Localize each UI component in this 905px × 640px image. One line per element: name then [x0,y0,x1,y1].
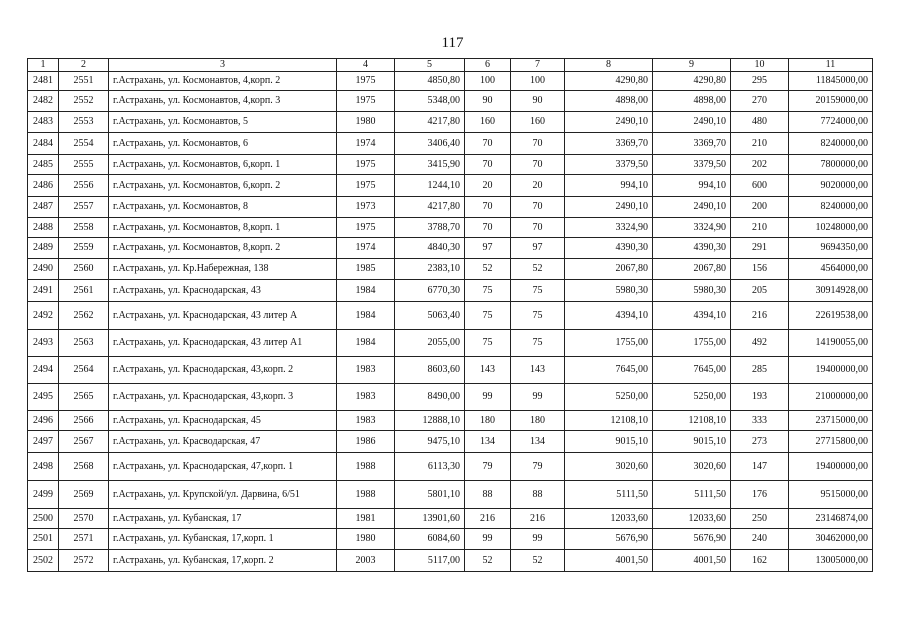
row-index-cell: 2492 [28,302,59,330]
col10-value-cell: 210 [731,133,789,155]
object-number-cell: 2561 [59,280,109,302]
col6-value-cell: 20 [465,175,511,197]
year-built-cell: 1980 [337,529,395,550]
row-index-cell: 2491 [28,280,59,302]
address-cell: г.Астрахань, ул. Краснодарская, 43 литер А1 [109,330,337,357]
total-area-cell: 8603,60 [395,357,465,384]
total-area-cell: 6084,60 [395,529,465,550]
address-cell: г.Астрахань, ул. Космонавтов, 5 [109,112,337,133]
row-index-cell: 2502 [28,550,59,572]
col10-value-cell: 333 [731,411,789,431]
col6-value-cell: 99 [465,384,511,411]
cost-cell: 23715000,00 [789,411,873,431]
total-area-cell: 12888,10 [395,411,465,431]
cost-cell: 11845000,00 [789,72,873,91]
col6-value-cell: 90 [465,91,511,112]
col7-value-cell: 75 [511,302,565,330]
table-row [28,453,873,481]
total-area-cell: 5801,10 [395,481,465,509]
col6-value-cell: 99 [465,529,511,550]
col10-value-cell: 250 [731,509,789,529]
header-cell: 10 [731,59,789,72]
col7-value-cell: 216 [511,509,565,529]
col10-value-cell: 202 [731,155,789,175]
col7-value-cell: 97 [511,238,565,259]
object-number-cell: 2569 [59,481,109,509]
living-area-cell: 3324,90 [565,218,653,238]
header-cell: 6 [465,59,511,72]
header-cell: 5 [395,59,465,72]
address-cell: г.Астрахань, ул. Краснодарская, 47,корп. 1 [109,453,337,481]
year-built-cell: 2003 [337,550,395,572]
year-built-cell: 1988 [337,453,395,481]
cost-cell: 13005000,00 [789,550,873,572]
cost-cell: 7800000,00 [789,155,873,175]
year-built-cell: 1985 [337,259,395,280]
address-cell: г.Астрахань, ул. Краснодарская, 45 [109,411,337,431]
col10-value-cell: 600 [731,175,789,197]
row-index-cell: 2499 [28,481,59,509]
col7-value-cell: 134 [511,431,565,453]
col6-value-cell: 70 [465,197,511,218]
year-built-cell: 1983 [337,357,395,384]
total-area-cell: 6770,30 [395,280,465,302]
col10-value-cell: 270 [731,91,789,112]
living-area-cell: 12033,60 [565,509,653,529]
col6-value-cell: 52 [465,259,511,280]
col7-value-cell: 90 [511,91,565,112]
living-area-cell: 4390,30 [565,238,653,259]
col10-value-cell: 240 [731,529,789,550]
address-cell: г.Астрахань, ул. Космонавтов, 6 [109,133,337,155]
living-area-cell: 12108,10 [565,411,653,431]
col9-area-cell: 9015,10 [653,431,731,453]
living-area-cell: 5676,90 [565,529,653,550]
cost-cell: 27715800,00 [789,431,873,453]
table-row [28,238,873,259]
table-row [28,155,873,175]
table-row [28,431,873,453]
col7-value-cell: 70 [511,133,565,155]
year-built-cell: 1988 [337,481,395,509]
address-cell: г.Астрахань, ул. Краснодарская, 43,корп. 2 [109,357,337,384]
col6-value-cell: 143 [465,357,511,384]
header-cell: 2 [59,59,109,72]
total-area-cell: 4840,30 [395,238,465,259]
total-area-cell: 3415,90 [395,155,465,175]
col9-area-cell: 5980,30 [653,280,731,302]
total-area-cell: 13901,60 [395,509,465,529]
col7-value-cell: 160 [511,112,565,133]
col10-value-cell: 162 [731,550,789,572]
year-built-cell: 1975 [337,91,395,112]
col9-area-cell: 4390,30 [653,238,731,259]
col7-value-cell: 79 [511,453,565,481]
header-cell: 4 [337,59,395,72]
col9-area-cell: 4898,00 [653,91,731,112]
year-built-cell: 1980 [337,112,395,133]
table-row [28,302,873,330]
object-number-cell: 2571 [59,529,109,550]
address-cell: г.Астрахань, ул. Кубанская, 17,корп. 1 [109,529,337,550]
header-cell: 1 [28,59,59,72]
col9-area-cell: 5676,90 [653,529,731,550]
total-area-cell: 5063,40 [395,302,465,330]
row-index-cell: 2486 [28,175,59,197]
cost-cell: 7724000,00 [789,112,873,133]
col9-area-cell: 994,10 [653,175,731,197]
object-number-cell: 2563 [59,330,109,357]
col9-area-cell: 5250,00 [653,384,731,411]
total-area-cell: 4850,80 [395,72,465,91]
address-cell: г.Астрахань, ул. Космонавтов, 8,корп. 2 [109,238,337,259]
living-area-cell: 1755,00 [565,330,653,357]
cost-cell: 10248000,00 [789,218,873,238]
header-cell: 9 [653,59,731,72]
year-built-cell: 1974 [337,133,395,155]
col6-value-cell: 134 [465,431,511,453]
row-index-cell: 2493 [28,330,59,357]
col7-value-cell: 99 [511,384,565,411]
row-index-cell: 2500 [28,509,59,529]
living-area-cell: 5111,50 [565,481,653,509]
cost-cell: 19400000,00 [789,453,873,481]
cost-cell: 22619538,00 [789,302,873,330]
col6-value-cell: 180 [465,411,511,431]
col7-value-cell: 99 [511,529,565,550]
col10-value-cell: 147 [731,453,789,481]
cost-cell: 9515000,00 [789,481,873,509]
year-built-cell: 1975 [337,72,395,91]
col6-value-cell: 70 [465,155,511,175]
col10-value-cell: 291 [731,238,789,259]
col10-value-cell: 200 [731,197,789,218]
living-area-cell: 5250,00 [565,384,653,411]
col7-value-cell: 70 [511,155,565,175]
living-area-cell: 4394,10 [565,302,653,330]
table-row [28,280,873,302]
total-area-cell: 5117,00 [395,550,465,572]
col6-value-cell: 70 [465,218,511,238]
object-number-cell: 2551 [59,72,109,91]
object-number-cell: 2555 [59,155,109,175]
address-cell: г.Астрахань, ул. Космонавтов, 6,корп. 2 [109,175,337,197]
housing-registry-table [27,58,873,572]
object-number-cell: 2554 [59,133,109,155]
object-number-cell: 2566 [59,411,109,431]
address-cell: г.Астрахань, ул. Кубанская, 17,корп. 2 [109,550,337,572]
address-cell: г.Астрахань, ул. Краснодарская, 43 [109,280,337,302]
object-number-cell: 2553 [59,112,109,133]
col9-area-cell: 4290,80 [653,72,731,91]
total-area-cell: 3406,40 [395,133,465,155]
total-area-cell: 1244,10 [395,175,465,197]
col7-value-cell: 180 [511,411,565,431]
row-index-cell: 2489 [28,238,59,259]
header-cell: 8 [565,59,653,72]
address-cell: г.Астрахань, ул. Космонавтов, 8 [109,197,337,218]
col10-value-cell: 492 [731,330,789,357]
address-cell: г.Астрахань, ул. Краснодарская, 43,корп. 3 [109,384,337,411]
col9-area-cell: 5111,50 [653,481,731,509]
col10-value-cell: 176 [731,481,789,509]
col9-area-cell: 3020,60 [653,453,731,481]
cost-cell: 20159000,00 [789,91,873,112]
object-number-cell: 2562 [59,302,109,330]
header-cell: 3 [109,59,337,72]
cost-cell: 19400000,00 [789,357,873,384]
total-area-cell: 2055,00 [395,330,465,357]
total-area-cell: 4217,80 [395,112,465,133]
address-cell: г.Астрахань, ул. Космонавтов, 6,корп. 1 [109,155,337,175]
col9-area-cell: 3369,70 [653,133,731,155]
col10-value-cell: 216 [731,302,789,330]
row-index-cell: 2495 [28,384,59,411]
col7-value-cell: 75 [511,330,565,357]
table-row [28,91,873,112]
object-number-cell: 2568 [59,453,109,481]
table-row [28,175,873,197]
col9-area-cell: 3379,50 [653,155,731,175]
year-built-cell: 1984 [337,280,395,302]
row-index-cell: 2482 [28,91,59,112]
cost-cell: 30462000,00 [789,529,873,550]
col9-area-cell: 4394,10 [653,302,731,330]
col9-area-cell: 7645,00 [653,357,731,384]
address-cell: г.Астрахань, ул. Космонавтов, 8,корп. 1 [109,218,337,238]
col6-value-cell: 88 [465,481,511,509]
cost-cell: 30914928,00 [789,280,873,302]
col9-area-cell: 1755,00 [653,330,731,357]
col6-value-cell: 216 [465,509,511,529]
object-number-cell: 2564 [59,357,109,384]
col7-value-cell: 52 [511,550,565,572]
address-cell: г.Астрахань, ул. Кубанская, 17 [109,509,337,529]
living-area-cell: 4898,00 [565,91,653,112]
living-area-cell: 4290,80 [565,72,653,91]
col7-value-cell: 20 [511,175,565,197]
row-index-cell: 2498 [28,453,59,481]
living-area-cell: 2490,10 [565,112,653,133]
object-number-cell: 2567 [59,431,109,453]
table-row [28,550,873,572]
col6-value-cell: 52 [465,550,511,572]
object-number-cell: 2558 [59,218,109,238]
table-row [28,509,873,529]
col6-value-cell: 75 [465,280,511,302]
header-cell: 7 [511,59,565,72]
object-number-cell: 2552 [59,91,109,112]
col10-value-cell: 156 [731,259,789,280]
col10-value-cell: 205 [731,280,789,302]
total-area-cell: 5348,00 [395,91,465,112]
year-built-cell: 1974 [337,238,395,259]
col7-value-cell: 75 [511,280,565,302]
col10-value-cell: 210 [731,218,789,238]
living-area-cell: 4001,50 [565,550,653,572]
col6-value-cell: 97 [465,238,511,259]
living-area-cell: 5980,30 [565,280,653,302]
table-row [28,330,873,357]
year-built-cell: 1983 [337,384,395,411]
cost-cell: 9020000,00 [789,175,873,197]
table-row [28,133,873,155]
col9-area-cell: 2490,10 [653,112,731,133]
total-area-cell: 6113,30 [395,453,465,481]
cost-cell: 21000000,00 [789,384,873,411]
year-built-cell: 1983 [337,411,395,431]
living-area-cell: 3369,70 [565,133,653,155]
living-area-cell: 994,10 [565,175,653,197]
address-cell: г.Астрахань, ул. Краснодарская, 43 литер А [109,302,337,330]
col6-value-cell: 75 [465,330,511,357]
object-number-cell: 2560 [59,259,109,280]
cost-cell: 8240000,00 [789,133,873,155]
row-index-cell: 2494 [28,357,59,384]
total-area-cell: 8490,00 [395,384,465,411]
cost-cell: 23146874,00 [789,509,873,529]
living-area-cell: 9015,10 [565,431,653,453]
col9-area-cell: 3324,90 [653,218,731,238]
cost-cell: 4564000,00 [789,259,873,280]
total-area-cell: 2383,10 [395,259,465,280]
year-built-cell: 1973 [337,197,395,218]
table-row [28,529,873,550]
col7-value-cell: 70 [511,218,565,238]
table-row [28,411,873,431]
row-index-cell: 2487 [28,197,59,218]
year-built-cell: 1984 [337,330,395,357]
table-row [28,218,873,238]
table-row [28,357,873,384]
table-row [28,481,873,509]
header-cell: 11 [789,59,873,72]
col10-value-cell: 295 [731,72,789,91]
col7-value-cell: 143 [511,357,565,384]
row-index-cell: 2483 [28,112,59,133]
row-index-cell: 2481 [28,72,59,91]
table-row [28,384,873,411]
column-number-header [28,59,873,72]
col10-value-cell: 193 [731,384,789,411]
row-index-cell: 2488 [28,218,59,238]
total-area-cell: 4217,80 [395,197,465,218]
col9-area-cell: 2067,80 [653,259,731,280]
table-row [28,259,873,280]
object-number-cell: 2559 [59,238,109,259]
address-cell: г.Астрахань, ул. Космонавтов, 4,корп. 3 [109,91,337,112]
total-area-cell: 9475,10 [395,431,465,453]
row-index-cell: 2501 [28,529,59,550]
living-area-cell: 2490,10 [565,197,653,218]
cost-cell: 9694350,00 [789,238,873,259]
col6-value-cell: 79 [465,453,511,481]
year-built-cell: 1984 [337,302,395,330]
living-area-cell: 3379,50 [565,155,653,175]
year-built-cell: 1975 [337,218,395,238]
table-row [28,197,873,218]
year-built-cell: 1975 [337,155,395,175]
col10-value-cell: 480 [731,112,789,133]
year-built-cell: 1981 [337,509,395,529]
col6-value-cell: 70 [465,133,511,155]
col7-value-cell: 70 [511,197,565,218]
col7-value-cell: 100 [511,72,565,91]
address-cell: г.Астрахань, ул. Космонавтов, 4,корп. 2 [109,72,337,91]
col10-value-cell: 285 [731,357,789,384]
col7-value-cell: 52 [511,259,565,280]
year-built-cell: 1975 [337,175,395,197]
col10-value-cell: 273 [731,431,789,453]
address-cell: г.Астрахань, ул. Крупской/ул. Дарвина, 6/51 [109,481,337,509]
object-number-cell: 2570 [59,509,109,529]
row-index-cell: 2497 [28,431,59,453]
cost-cell: 14190055,00 [789,330,873,357]
col6-value-cell: 100 [465,72,511,91]
row-index-cell: 2484 [28,133,59,155]
page-number: 117 [441,35,464,51]
col9-area-cell: 12108,10 [653,411,731,431]
row-index-cell: 2496 [28,411,59,431]
object-number-cell: 2556 [59,175,109,197]
living-area-cell: 7645,00 [565,357,653,384]
living-area-cell: 3020,60 [565,453,653,481]
object-number-cell: 2557 [59,197,109,218]
address-cell: г.Астрахань, ул. Кр.Набережная, 138 [109,259,337,280]
living-area-cell: 2067,80 [565,259,653,280]
col7-value-cell: 88 [511,481,565,509]
table-row [28,72,873,91]
table-row [28,112,873,133]
row-index-cell: 2485 [28,155,59,175]
total-area-cell: 3788,70 [395,218,465,238]
row-index-cell: 2490 [28,259,59,280]
col9-area-cell: 12033,60 [653,509,731,529]
object-number-cell: 2565 [59,384,109,411]
col9-area-cell: 4001,50 [653,550,731,572]
col6-value-cell: 75 [465,302,511,330]
object-number-cell: 2572 [59,550,109,572]
table-body [28,59,873,572]
col9-area-cell: 2490,10 [653,197,731,218]
col6-value-cell: 160 [465,112,511,133]
address-cell: г.Астрахань, ул. Красводарская, 47 [109,431,337,453]
year-built-cell: 1986 [337,431,395,453]
cost-cell: 8240000,00 [789,197,873,218]
